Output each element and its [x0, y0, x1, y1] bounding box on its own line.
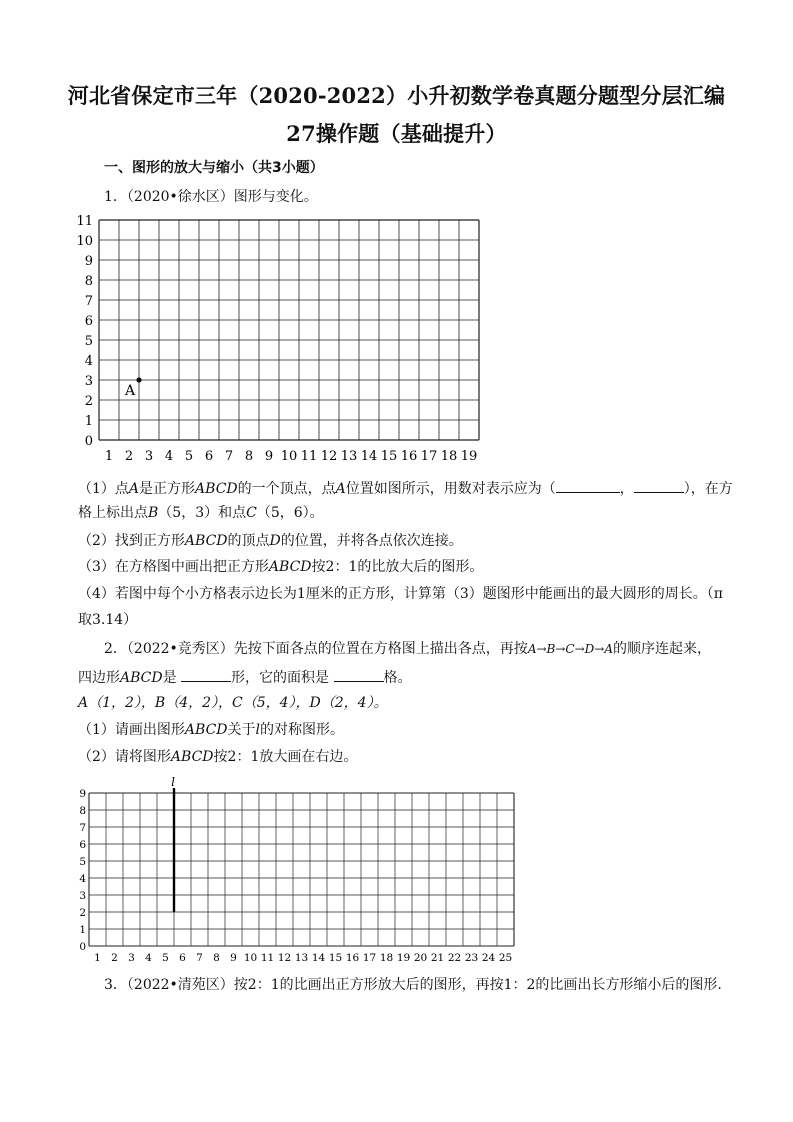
symmetry-line-label: l [171, 776, 175, 789]
x-tick-label: 9 [264, 449, 274, 464]
x-tick-label: 18 [440, 449, 458, 464]
x-tick-label: 7 [224, 449, 234, 464]
y-tick-label: 3 [84, 374, 93, 389]
x-tick-label: 6 [204, 449, 214, 464]
x-tick-label: 3 [144, 449, 154, 464]
x-tick-label: 25 [498, 952, 513, 961]
x-tick-label: 6 [179, 952, 186, 961]
y-tick-label: 0 [79, 941, 86, 953]
x-tick-label: 5 [184, 449, 194, 464]
y-tick-label: 5 [84, 334, 93, 349]
y-tick-label: 1 [79, 924, 86, 936]
x-tick-label: 3 [128, 952, 135, 961]
x-tick-label: 9 [230, 952, 237, 961]
q1-part1-line2: 格上标出点B（5，3）和点C（5，6）。 [78, 505, 324, 521]
x-tick-label: 19 [460, 449, 478, 464]
y-tick-label: 9 [79, 788, 86, 800]
q1-number: 1． [104, 189, 127, 205]
x-tick-label: 20 [413, 952, 428, 961]
x-tick-label: 17 [420, 449, 438, 464]
x-tick-label: 8 [213, 952, 220, 961]
q1-part2: （2）找到正方形ABCD的顶点D的位置，并将各点依次连接。 [78, 533, 463, 549]
x-tick-label: 2 [124, 449, 134, 464]
q2-part1: （1）请画出图形ABCD关于l的对称图形。 [78, 722, 345, 738]
x-tick-label: 16 [345, 952, 360, 961]
point-a-label: A [125, 383, 136, 399]
x-tick-label: 17 [362, 952, 377, 961]
x-tick-label: 11 [260, 952, 275, 961]
y-tick-label: 0 [84, 434, 93, 449]
x-tick-label: 7 [196, 952, 203, 961]
x-tick-label: 12 [277, 952, 292, 961]
x-tick-label: 11 [300, 449, 318, 464]
section-heading: 一、图形的放大与缩小（共3小题） [104, 160, 324, 176]
x-tick-label: 21 [430, 952, 445, 961]
x-tick-label: 18 [379, 952, 394, 961]
y-tick-label: 2 [79, 907, 86, 919]
q2-points: A（1，2），B（4，2），C（5，4），D（2，4）。 [78, 695, 388, 711]
x-tick-label: 22 [447, 952, 462, 961]
y-tick-label: 6 [79, 839, 86, 851]
title-line-1: 河北省保定市三年（2020-2022）小升初数学卷真题分题型分层汇编 [67, 83, 726, 108]
y-tick-label: 3 [79, 890, 86, 902]
q2-shape-blank[interactable] [181, 667, 231, 682]
x-tick-label: 15 [328, 952, 343, 961]
y-tick-label: 1 [84, 414, 93, 429]
x-tick-label: 24 [481, 952, 496, 961]
x-tick-label: 16 [400, 449, 418, 464]
x-tick-label: 10 [280, 449, 298, 464]
q1-part4-line1: （4）若图中每个小方格表示边长为1厘米的正方形，计算第（3）题图形中能画出的最大圆形的周长。（π [78, 586, 723, 602]
q1-part3: （3）在方格图中画出把正方形ABCD按2：1的比放大后的图形。 [78, 559, 484, 575]
q2-coordinate-grid [70, 776, 525, 961]
x-tick-label: 19 [396, 952, 411, 961]
title-line-2: 27操作题（基础提升） [286, 121, 507, 146]
y-tick-label: 2 [84, 394, 93, 409]
y-tick-label: 6 [84, 314, 93, 329]
y-tick-label: 7 [84, 294, 93, 309]
x-tick-label: 12 [320, 449, 338, 464]
q2-arrow-sequence: A→B→C→D→A [527, 642, 613, 656]
q1-coordinate-grid [70, 210, 500, 465]
point-a-marker [136, 377, 141, 382]
q1-answer-blank-x[interactable] [556, 478, 620, 493]
x-tick-label: 13 [294, 952, 309, 961]
x-tick-label: 1 [94, 952, 101, 961]
q2-line1: 2．（2022•竞秀区）先按下面各点的位置在方格图上描出各点，再按A→B→C→D→A的顺序连起来， [104, 641, 711, 657]
x-tick-label: 10 [243, 952, 258, 961]
x-tick-label: 13 [340, 449, 358, 464]
q2-part2: （2）请将图形ABCD按2：1放大画在右边。 [78, 749, 358, 765]
q1-source: （2020•徐水区）图形与变化。 [126, 189, 318, 205]
y-tick-label: 7 [79, 822, 86, 834]
y-tick-label: 11 [76, 214, 93, 229]
y-tick-label: 9 [84, 254, 93, 269]
x-tick-label: 5 [162, 952, 169, 961]
x-tick-label: 23 [464, 952, 479, 961]
q1-part4-line2: 取3.14） [78, 612, 138, 628]
q2-area-blank[interactable] [334, 667, 384, 682]
q3-text: 3．（2022•清苑区）按2：1的比画出正方形放大后的图形，再按1：2的比画出长方形缩小后的图形. [104, 977, 722, 993]
y-tick-label: 4 [84, 354, 93, 369]
x-tick-label: 2 [111, 952, 118, 961]
y-tick-label: 4 [79, 873, 86, 885]
q1-answer-blank-y[interactable] [634, 478, 684, 493]
x-tick-label: 14 [360, 449, 378, 464]
q1-header [104, 188, 318, 206]
q1-part1-line1: （1）点A是正方形ABCD的一个顶点，点A位置如图所示，用数对表示应为（ ， ），在方 [78, 478, 733, 498]
x-tick-label: 4 [145, 952, 152, 961]
y-tick-label: 8 [84, 274, 93, 289]
x-tick-label: 14 [311, 952, 326, 961]
y-tick-label: 5 [79, 856, 86, 868]
x-tick-label: 15 [380, 449, 398, 464]
x-tick-label: 4 [164, 449, 174, 464]
y-tick-label: 8 [79, 805, 86, 817]
q2-line2: 四边形ABCD是 形，它的面积是 格。 [78, 667, 412, 687]
x-tick-label: 8 [244, 449, 254, 464]
x-tick-label: 1 [104, 449, 114, 464]
y-tick-label: 10 [76, 234, 93, 249]
